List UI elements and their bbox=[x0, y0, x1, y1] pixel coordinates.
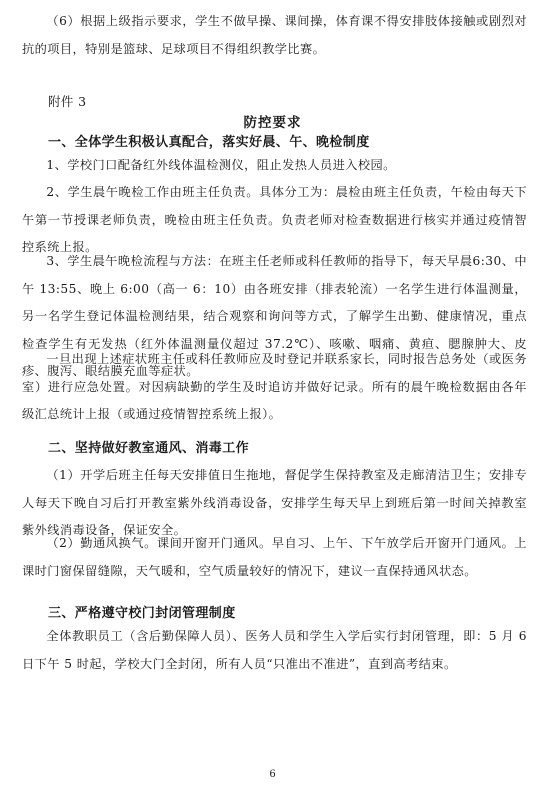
section-heading-1: 一、全体学生积极认真配合，落实好晨、午、晚检制度 bbox=[48, 135, 370, 150]
paragraph-3-1: 全体教职员工（含后勤保障人员）、医务人员和学生入学后实行封闭管理，即：5 月 6 日下午 5 时起，学校大门全封闭，所有人员“只准出不准进”，直到高考结束。 bbox=[22, 629, 527, 671]
paragraph-1-1: 1、学校门口配备红外线体温检测仪，阻止发热人员进入校园。 bbox=[46, 158, 396, 172]
paragraph-1-2: 2、学生晨午晚检工作由班主任负责。具体分工为：晨检由班主任负责，午检由每天下午第一节授课老师负责，晚检由班主任负责。负责老师对检查数据进行核实并通过疫情智控系统上报。 bbox=[22, 185, 527, 254]
document-title: 防控要求 bbox=[243, 115, 302, 131]
paragraph-1-3: 3、学生晨午晚检流程与方法：在班主任老师或科任教师的指导下，每天早晨6:30、中午 13:55、晚上 6:00（高一 6：10）由各班安排（排表轮流）一名学生进行体温测量，另一名学生登记体温检测结果，结合观察和询问等方式，了解学生出勤、健康情况，重点检查学生有无发热（红外体温测量仪超过 37.2℃）、咳嗽、咽痛、黄疸、腮腺肿大、皮疹、腹泻、眼结膜充血等症状。 bbox=[22, 254, 527, 378]
section-heading-2: 二、坚持做好教室通风、消毒工作 bbox=[48, 441, 250, 456]
paragraph-2-2: （2）勤通风换气。课间开窗开门通风。早自习、上午、下午放学后开窗开门通风。上课时门窗保留缝隙，天气暖和，空气质量较好的情况下，建议一直保持通风状态。 bbox=[22, 536, 527, 578]
paragraph-2-1: （1）开学后班主任每天安排值日生拖地，督促学生保持教室及走廊清洁卫生；安排专人每天下晚自习后打开教室紫外线消毒设备，安排学生每天早上到班后第一时间关掉教室紫外线消毒设备，保证安全。 bbox=[22, 468, 527, 537]
paragraph-1-4: 一旦出现上述症状班主任或科任教师应及时登记并联系家长，同时报告总务处（或医务室）进行应急处置。对因病缺勤的学生及时追访并做好记录。所有的晨午晚检数据由各年级汇总统计上报（或通过疫情智控系统上报）。 bbox=[22, 352, 527, 421]
attachment-label: 附件 3 bbox=[48, 94, 87, 109]
section-heading-3: 三、严格遵守校门封闭管理制度 bbox=[48, 606, 236, 621]
page-number: 6 bbox=[269, 769, 276, 780]
paragraph-item-6: （6）根据上级指示要求，学生不做早操、课间操，体育课不得安排肢体接触或剧烈对抗的项目，特别是篮球、足球项目不得组织教学比赛。 bbox=[22, 14, 527, 56]
